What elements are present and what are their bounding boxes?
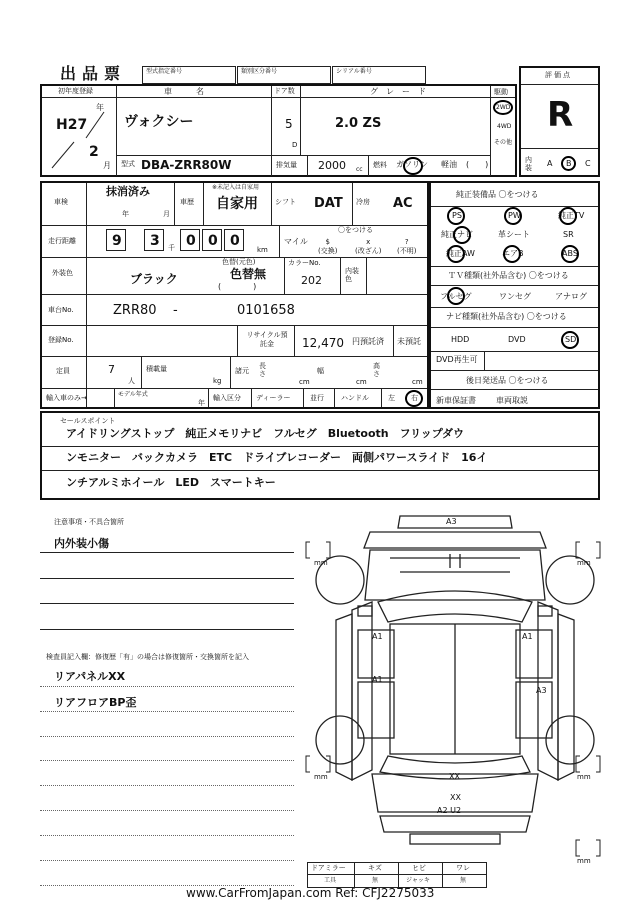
drive-label: 駆動	[494, 88, 508, 96]
usage-note: ※未記入は自家用	[212, 184, 260, 191]
navi-hdd: HDD	[451, 335, 470, 344]
car-name-label: 車 名	[164, 87, 204, 96]
drive-2wd: 2WD	[496, 104, 511, 111]
interior-grade-b: B	[566, 159, 572, 168]
drive-4wd: 4WD	[497, 123, 512, 130]
attention-line-2	[40, 578, 294, 579]
inspector-line-1: リアパネルXX	[54, 670, 126, 683]
ac-value: AC	[393, 196, 413, 211]
equip-aw-circle	[447, 245, 465, 263]
mileage-digit-box-4	[202, 229, 222, 251]
equip-navi: 純正ナビ	[441, 230, 473, 239]
tv-fullseg-circle	[447, 287, 465, 305]
equip-aw: 純正AW	[446, 249, 475, 258]
mileage-digit-3: 0	[186, 233, 196, 249]
doors-sub: D	[292, 141, 298, 149]
car-damage-diagram	[300, 510, 620, 880]
legend-tools-value: 無	[372, 877, 379, 884]
equip-airbag: エアB	[502, 249, 524, 258]
chassis-prefix: ZRR80	[113, 303, 157, 318]
fuel-label: 燃料	[373, 161, 387, 169]
mm-label-rl: mm	[314, 773, 328, 781]
chassis-label: 車台No.	[48, 306, 74, 314]
tv-type-title: ＴＶ種類(社外品含む) 〇をつける	[448, 271, 569, 280]
equip-abs: ABS	[562, 249, 578, 258]
sales-line-2: ンモニター バックカメラ ETC ドライブレコーダー 両側パワースライド 16イ	[66, 451, 488, 464]
fuel-light: 軽油	[441, 160, 457, 169]
kg-unit: kg	[213, 377, 222, 385]
navi-sd-circle	[561, 331, 579, 349]
height-label: 高さ	[373, 362, 380, 378]
first-reg-month-unit: 月	[103, 161, 111, 170]
equip-ps-circle	[447, 207, 465, 225]
capacity-label: 定員	[56, 367, 70, 375]
registration-label: 登録No.	[48, 336, 74, 344]
legend-break: ワレ	[456, 864, 470, 872]
sales-line-1: アイドリングストップ 純正メモリナビ フルセグ Bluetooth フリップダウ	[66, 427, 464, 440]
exterior-color-label: 外装色	[52, 269, 73, 277]
tv-analog: アナログ	[555, 292, 587, 301]
odo-circle-note: 〇をつける	[338, 226, 373, 234]
form-title: 出品票	[60, 64, 127, 83]
score-box	[519, 66, 600, 177]
equip-ps: PS	[452, 211, 462, 220]
chassis-number: 0101658	[237, 303, 295, 318]
mm-label-fl: mm	[314, 559, 328, 567]
navi-sd: SD	[565, 335, 577, 344]
thousand-unit: 千	[168, 244, 175, 252]
doors-value: 5	[285, 117, 293, 131]
shift-value: DAT	[314, 196, 343, 211]
interior-grade-label: 内装	[525, 156, 532, 172]
inspector-line-2: リアフロアBP歪	[54, 696, 137, 709]
mileage-label: 走行距離	[48, 237, 76, 245]
navi-type-title: ナビ種類(社外品含む) 〇をつける	[446, 312, 567, 321]
damage-mark-rear-bumper: A2 U2	[437, 806, 462, 815]
inspector-label: 検査員記入欄：修復歴「有」の場合は修復箇所・交換箇所を記入	[46, 653, 249, 661]
handle-label: ハンドル	[341, 394, 369, 402]
person-unit: 人	[128, 377, 135, 385]
interior-color-label: 内装色	[345, 267, 359, 283]
import-label: 輸入車のみ→	[46, 394, 87, 402]
cc-unit: cc	[356, 166, 363, 173]
fuel-gas-circle	[403, 157, 423, 175]
drive-2wd-circle	[493, 100, 513, 115]
recycle-unpaid: 未預託	[397, 337, 421, 346]
parallel-label: 並行	[310, 394, 324, 402]
legend-jack: ジャッキ	[406, 877, 430, 884]
width-cm-unit: cm	[356, 378, 367, 386]
equip-tv-circle	[559, 207, 577, 225]
damage-mark-left-rear-door: A1	[372, 675, 383, 684]
color-no-value: 202	[301, 274, 322, 287]
interior-b-circle	[561, 156, 576, 171]
first-reg-label: 初年度登録	[58, 87, 93, 95]
tv-oneseg: ワンセグ	[499, 292, 531, 301]
attention-line-4	[40, 629, 294, 630]
legend-table	[307, 862, 487, 888]
vehicle-manual: 車両取説	[496, 396, 528, 405]
km-unit: km	[257, 246, 268, 254]
attention-line-1	[40, 552, 294, 553]
sales-points-label: セールスポイント	[60, 417, 116, 425]
capacity-value: 7	[108, 363, 115, 376]
fuel-gas: ガソリン	[396, 160, 428, 169]
chassis-dash: -	[173, 303, 178, 318]
model-label: 型式	[121, 160, 135, 168]
color-no-label: カラーNo.	[288, 259, 321, 267]
attention-label: 注意事項・不具合箇所	[54, 518, 124, 526]
odo-exchange: $ (交換)	[318, 238, 338, 255]
interior-grade-a: A	[547, 159, 553, 168]
mileage-digit-2: 3	[150, 233, 160, 249]
after-ship-title: 後日発送品 〇をつける	[466, 376, 549, 385]
dimensions-label: 諸元	[235, 367, 249, 375]
exterior-color-value: ブラック	[130, 272, 178, 286]
model-year-unit: 年	[198, 399, 205, 407]
tv-fullseg: フルセグ	[440, 292, 472, 301]
damage-mark-right-quarter: A3	[536, 686, 547, 695]
model-year-label: モデル年式	[118, 391, 148, 398]
footer-ref: www.CarFromJapan.com Ref: CFJ2275033	[186, 886, 435, 900]
left-label: 左	[388, 394, 395, 402]
shift-label: シフト	[275, 198, 296, 206]
shaken-month-unit: 月	[163, 210, 170, 218]
odo-unknown: ? (不明)	[397, 238, 417, 255]
first-reg-month: 2	[89, 144, 99, 160]
category-label: 類別区分番号	[241, 68, 278, 75]
dealer-label: ディーラー	[256, 394, 291, 402]
grade-value: 2.0 ZS	[335, 116, 382, 131]
warranty-doc: 新車保証書	[436, 396, 476, 405]
usage-value: 自家用	[216, 196, 258, 212]
shaken-label: 車検	[54, 198, 68, 206]
mileage-digit-4: 0	[208, 233, 218, 249]
legend-tools: 工具	[324, 877, 337, 884]
damage-mark-rear-floor: XX	[450, 793, 461, 802]
mileage-digit-5: 0	[230, 233, 240, 249]
legend-crack: ヒビ	[412, 864, 426, 872]
ac-label: 冷房	[356, 198, 370, 206]
car-name: ヴォクシー	[124, 114, 194, 130]
displacement-label: 排気量	[276, 161, 297, 169]
import-type-label: 輸入区分	[213, 394, 241, 402]
score-value: R	[547, 95, 574, 135]
recycle-label: リサイクル預託金	[246, 331, 288, 348]
equip-abs-circle	[561, 245, 579, 263]
grade-label: グ レ ー ド	[370, 87, 426, 96]
equip-pw-circle	[504, 207, 522, 225]
serial-box	[332, 66, 426, 84]
serial-label: シリアル番号	[336, 68, 372, 75]
mile-label: マイル	[284, 237, 308, 246]
mileage-digit-1: 9	[112, 233, 122, 249]
color-paren: ( )	[218, 282, 257, 291]
recycle-amount: 12,470	[302, 336, 344, 350]
interior-grade-c: C	[585, 159, 591, 168]
model-value: DBA-ZRR80W	[141, 158, 232, 172]
length-cm-unit: cm	[299, 378, 310, 386]
right-circle	[405, 390, 423, 407]
model-cert-box	[142, 66, 236, 84]
displacement-value: 2000	[318, 159, 346, 172]
damage-mark-left-door: A1	[372, 632, 383, 641]
usage-label: 車歴	[180, 198, 194, 206]
dvd-player: DVD再生可	[436, 355, 478, 364]
width-label: 幅	[317, 367, 324, 375]
legend-jack-value: 無	[460, 877, 467, 884]
navi-dvd: DVD	[508, 335, 526, 344]
damage-mark-right-door: A1	[522, 632, 533, 641]
sales-line-3: ンチアルミホイール LED スマートキー	[66, 476, 276, 489]
fuel-paren: ( )	[466, 160, 489, 169]
first-reg-year-unit: 年	[96, 103, 104, 112]
first-reg-year: H27	[56, 117, 88, 133]
mm-label-fr: mm	[577, 559, 591, 567]
mileage-digit-box-3	[180, 229, 200, 251]
score-label: 評価点	[545, 71, 572, 79]
mileage-digit-box-1	[106, 229, 126, 251]
doors-label: ドア数	[274, 87, 295, 95]
load-label: 積載量	[146, 365, 167, 373]
damage-mark-front-bumper: A3	[446, 517, 457, 526]
mm-label-rr: mm	[577, 773, 591, 781]
equip-tv: 純正TV	[558, 211, 585, 220]
mm-label-rear: mm	[577, 857, 591, 865]
shaken-year-unit: 年	[122, 210, 129, 218]
model-cert-label: 型式指定番号	[146, 68, 183, 75]
equip-pw: PW	[508, 211, 521, 220]
equip-leather: 革シート	[498, 230, 530, 239]
recycle-status: 円預託済	[352, 337, 384, 346]
legend-scratch: キズ	[368, 864, 382, 872]
equip-sr: SR	[563, 230, 574, 239]
category-box	[237, 66, 331, 84]
color-change-value: 色替無	[230, 267, 267, 281]
legend-mirror: ドアミラー	[311, 864, 346, 872]
attention-line-3	[40, 603, 294, 604]
length-label: 長さ	[259, 362, 266, 378]
equip-navi-circle	[453, 226, 471, 244]
color-change-label: 色替(元色)	[222, 258, 256, 266]
right-label: 右	[411, 394, 418, 402]
mileage-digit-box-2	[144, 229, 164, 251]
height-cm-unit: cm	[412, 378, 423, 386]
mileage-digit-box-5	[224, 229, 244, 251]
standard-equip-title: 純正装備品 〇をつける	[456, 190, 539, 199]
date-slash-lines	[48, 103, 110, 172]
odo-modified: x (改ざん)	[355, 238, 382, 255]
drive-other: その他	[494, 139, 513, 146]
attention-text: 内外装小傷	[54, 537, 109, 550]
equip-airbag-circle	[503, 245, 521, 263]
damage-mark-rear-panel: XX	[449, 772, 460, 781]
shaken-value: 抹消済み	[106, 185, 150, 198]
